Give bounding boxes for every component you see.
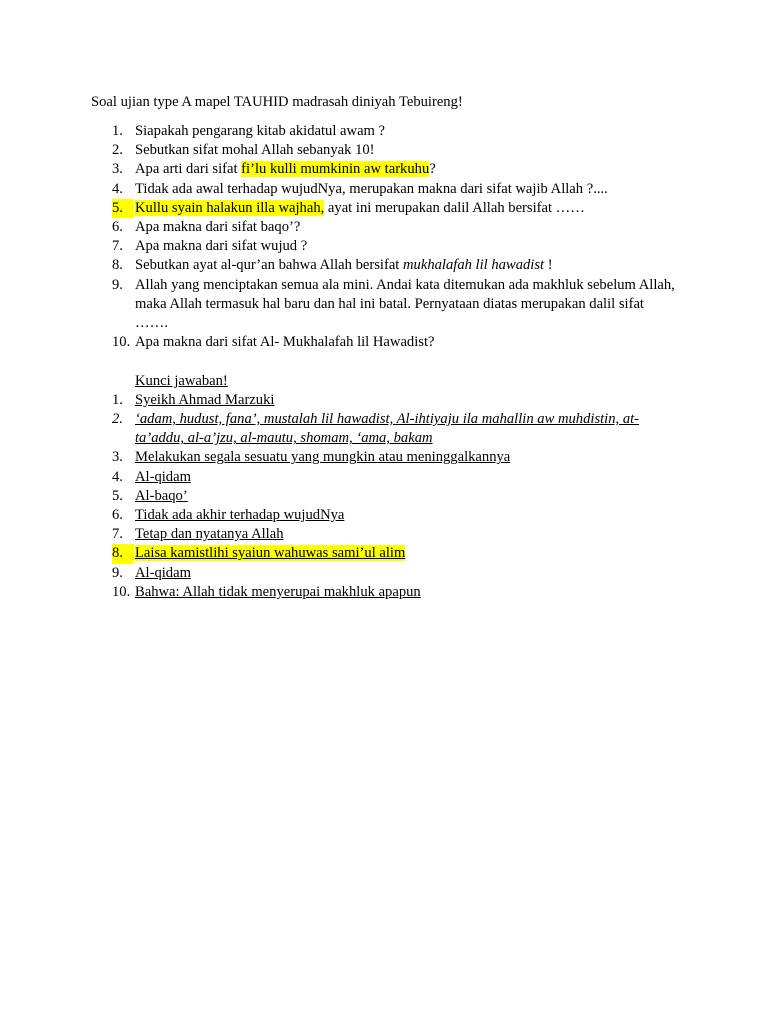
answer-text: Al-qidam (135, 468, 191, 485)
answer-item (0, 448, 768, 467)
answer-number: 10. (112, 583, 131, 600)
question-number: 1. (112, 123, 123, 139)
question-number: 9. (112, 276, 123, 293)
question-text-pre: Apa arti dari sifat (135, 161, 242, 178)
answer-number: 7. (112, 526, 123, 543)
question-item (0, 218, 768, 237)
answer-item (0, 564, 768, 583)
answer-item (0, 391, 768, 410)
question-text-post: ? (429, 161, 436, 178)
question-text (135, 199, 680, 218)
question-number: 10. (112, 334, 131, 351)
answer-number: 9. (112, 564, 123, 581)
answer-number: 3. (112, 449, 123, 466)
document-title: Soal ujian type A mapel TAUHID madrasah diniyah Tebuireng! (91, 94, 463, 110)
answer-text: Al-baqo’ (135, 487, 188, 504)
answer-item (0, 525, 768, 544)
answer-text: Bahwa: Allah tidak menyerupai makhluk apapun (135, 583, 421, 600)
question-text: Apa makna dari sifat baqo’? (135, 219, 301, 236)
question-number: 3. (112, 161, 123, 178)
question-item (0, 333, 768, 352)
question-text (135, 256, 680, 275)
answer-item (0, 544, 768, 563)
answer-text: ‘adam, hudust, fana’, mustalah lil hawadist, Al-ihtiyaju ila mahallin aw muhdistin, at-ta’addu, al-a’jzu, al-mautu, shomam, ‘ama, bakam (135, 411, 640, 447)
answer-number: 2. (112, 411, 123, 428)
document-body (0, 122, 768, 602)
question-text (135, 160, 680, 179)
question-number: 5. (112, 199, 134, 218)
answer-number: 1. (112, 391, 123, 408)
answer-number: 4. (112, 468, 123, 485)
question-text: Apa makna dari sifat wujud ? (135, 238, 308, 255)
answer-text: Al-qidam (135, 564, 191, 581)
highlighted-text: Laisa kamistlihi syaiun wahuwas sami’ul alim (135, 545, 406, 562)
answer-number: 8. (112, 544, 134, 563)
question-text-post: ayat ini merupakan dalil Allah bersifat …… (324, 199, 585, 216)
answer-text: Syeikh Ahmad Marzuki (135, 391, 275, 408)
question-item (0, 199, 768, 218)
question-item (0, 160, 768, 179)
answer-item (0, 583, 768, 602)
question-number: 4. (112, 180, 123, 197)
question-text: Sebutkan sifat mohal Allah sebanyak 10! (135, 142, 375, 159)
answer-number: 6. (112, 507, 123, 524)
answer-item (0, 468, 768, 487)
highlighted-text: Kullu syain halakun illa wajhah, (135, 199, 325, 216)
answer-number: 5. (112, 487, 123, 504)
answer-text: Melakukan segala sesuatu yang mungkin atau meninggalkannya (135, 449, 511, 466)
italic-text: mukhalafah lil hawadist (403, 257, 545, 274)
question-number: 2. (112, 142, 123, 159)
question-item (0, 237, 768, 256)
answer-text: Tidak ada akhir terhadap wujudNya (135, 507, 345, 524)
answer-heading-row (0, 372, 768, 391)
blank-line (0, 352, 768, 371)
question-item (0, 141, 768, 160)
question-item (0, 180, 768, 199)
question-text: Allah yang menciptakan semua ala mini. Andai kata ditemukan ada makhluk sebelum Allah, maka Allah termasuk hal baru dan hal ini batal. Pernyataan diatas merupakan dalil sifat ……. (135, 276, 675, 332)
answer-item (0, 487, 768, 506)
question-text: Tidak ada awal terhadap wujudNya, merupakan makna dari sifat wajib Allah ?.... (135, 180, 608, 197)
question-item (0, 256, 768, 275)
question-number: 7. (112, 238, 123, 255)
answer-item (0, 506, 768, 525)
answer-heading: Kunci jawaban! (135, 372, 228, 389)
answer-text: Tetap dan nyatanya Allah (135, 526, 284, 543)
answer-text (135, 544, 680, 563)
highlighted-text: fi’lu kulli mumkinin aw tarkuhu (241, 161, 430, 178)
question-number: 8. (112, 257, 123, 274)
answer-item (0, 410, 768, 448)
question-item (0, 122, 768, 141)
question-text-pre: Sebutkan ayat al-qur’an bahwa Allah bersifat (135, 257, 403, 274)
question-number: 6. (112, 219, 123, 236)
question-item (0, 276, 768, 334)
question-text: Siapakah pengarang kitab akidatul awam ? (135, 123, 386, 139)
question-text-post: ! (544, 257, 553, 274)
question-text: Apa makna dari sifat Al- Mukhalafah lil Hawadist? (135, 334, 435, 351)
